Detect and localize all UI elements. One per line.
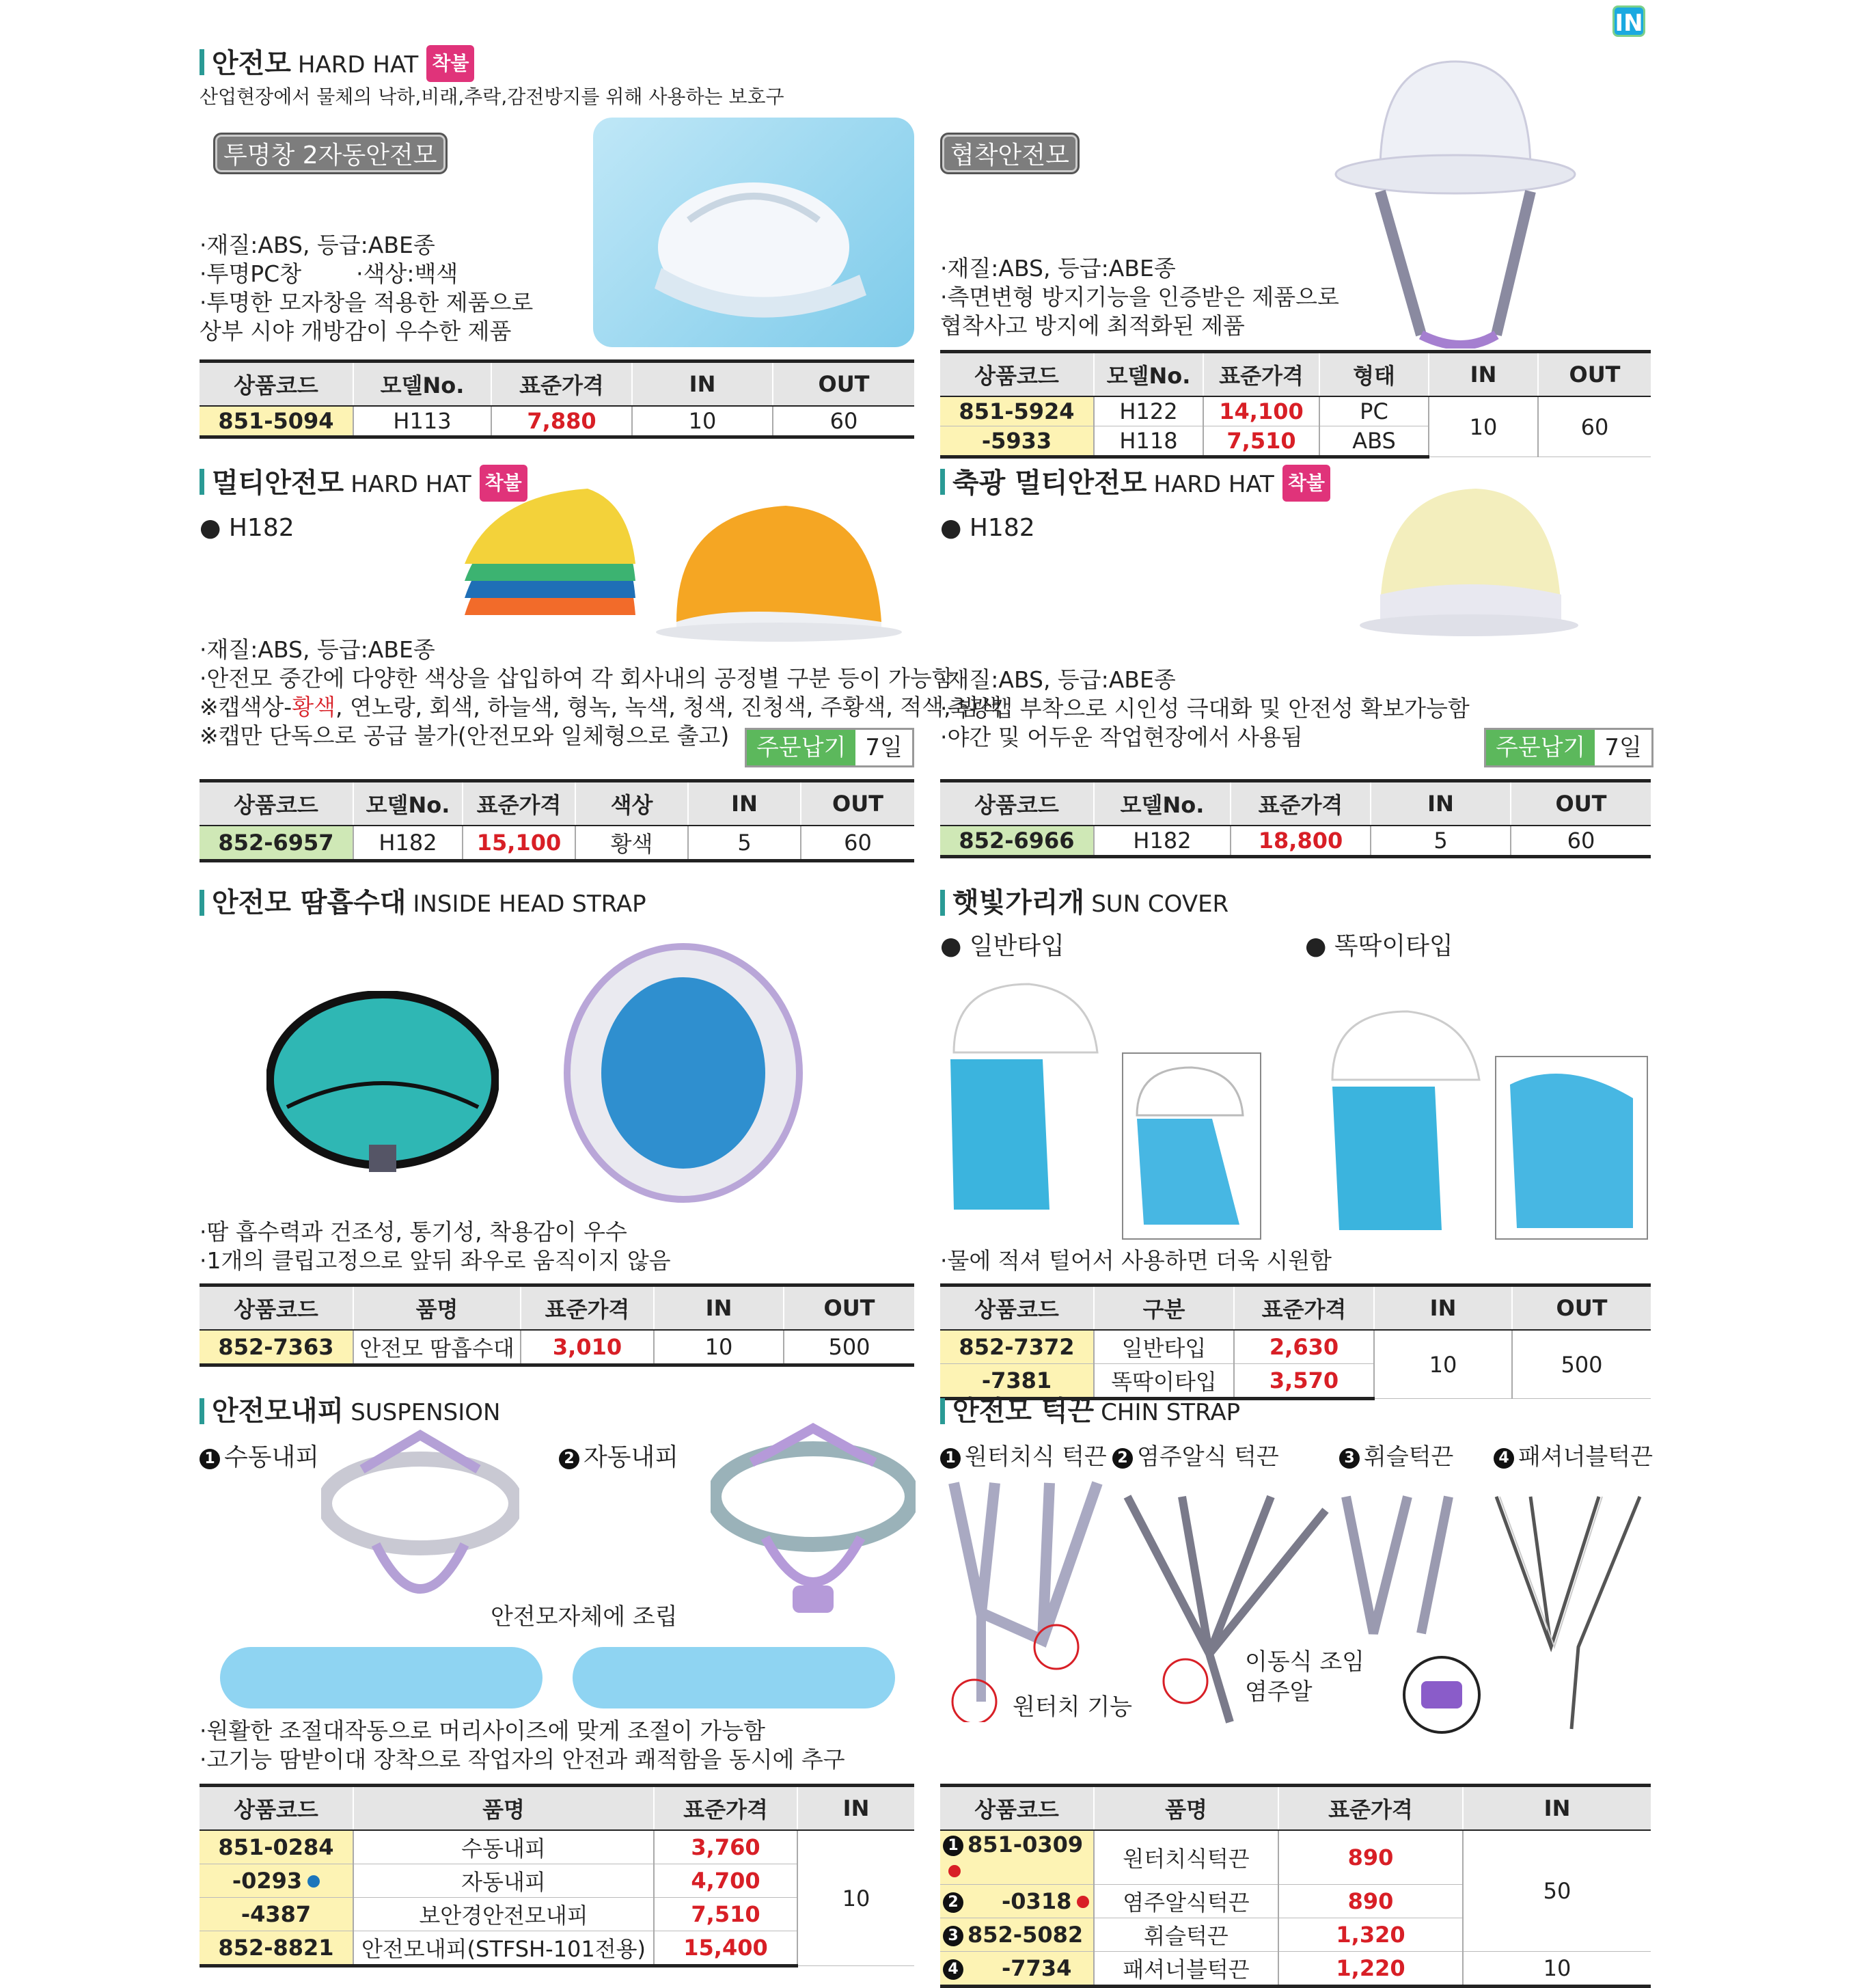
chin-strap-whistle-image bbox=[1339, 1483, 1490, 1736]
delivery-lead-time: 주문납기 7일 bbox=[1484, 728, 1653, 767]
new-item-dot-icon bbox=[948, 1865, 961, 1877]
section-title-head-strap: 안전모 땀흡수대 INSIDE HEAD STRAP bbox=[200, 886, 646, 921]
chin-strap-whistle-label: 3 휘슬턱끈 bbox=[1339, 1438, 1453, 1471]
onetouch-note: 원터치 기능 bbox=[1013, 1693, 1133, 1721]
crush-proof-hat-desc: ·재질:ABS, 등급:ABE종 ·측면변형 방지기능을 인증받은 제품으로 협착사고 방지에 최적화된 제품 bbox=[940, 255, 1339, 339]
sweatband-strip-image-1 bbox=[220, 1647, 543, 1708]
clear-visor-hat-desc: ·재질:ABS, 등급:ABE종 ·투명PC창 ·색상:백색 ·투명한 모자창을 적용한 제품으로 상부 시야 개방감이 우수한 제품 bbox=[200, 232, 534, 344]
type-label-snap: ● 똑딱이타입 bbox=[1305, 932, 1453, 960]
bead-note: 이동식 조임 염주알 bbox=[1245, 1648, 1365, 1706]
chin-strap-onetouch-image bbox=[940, 1476, 1104, 1722]
sweat-band-image bbox=[266, 991, 499, 1182]
model-label: ● H182 bbox=[200, 514, 294, 542]
section-title-hard-hat: 안전모 HARD HAT 착불 bbox=[200, 45, 474, 82]
helmet-inside-image bbox=[560, 929, 806, 1203]
in-badge: IN bbox=[1612, 5, 1645, 37]
clear-visor-helmet-image bbox=[593, 118, 914, 347]
section-title-sun-cover: 햇빛가리개 SUN COVER bbox=[940, 886, 1229, 921]
multi-hat-desc: ·재질:ABS, 등급:ABE종 ·안전모 중간에 다양한 색상을 삽입하여 각 회사내의 공정별 구분 등이 가능함 ※캡색상-황색, 연노랑, 회색, 하늘색, 형녹, 녹색, 청색, 진청색, 주황색, 적색, 밤색 ※캡만 단독으로 공급 불가(안전모와 일체형으로 출고) bbox=[200, 636, 1002, 749]
cod-badge: 착불 bbox=[426, 45, 474, 82]
section-title-multi-hard-hat: 멀티안전모 HARD HAT 착불 bbox=[200, 465, 527, 502]
suspension-desc: ·원활한 조절대작동으로 머리사이즈에 맞게 조절이 가능함 ·고기능 땀받이대 장착으로 작업자의 안전과 쾌적함을 동시에 추구 bbox=[200, 1717, 845, 1773]
crush-proof-helmet-image bbox=[1326, 34, 1578, 349]
chin-strap-fashion-label: 4 패셔너블턱끈 bbox=[1494, 1438, 1653, 1471]
spec-table-head-strap: 상품코드 품명 표준가격 IN OUT 852-7363 안전모 땀흡수대 3,010 10 500 bbox=[200, 1283, 914, 1367]
chin-strap-fashion-image bbox=[1490, 1483, 1667, 1736]
spec-table-suspension: 상품코드 품명 표준가격 IN 851-0284 수동내피 3,760 10 -0293 자동내피 4,700 -4387 보안경안전모내피 7,510 852-8821 안전모내피(STFSH-101전용) 15,400 bbox=[200, 1784, 914, 1967]
manual-suspension-image bbox=[321, 1428, 519, 1633]
sweatband-strip-image-2 bbox=[573, 1647, 895, 1708]
spec-table-multi-hat: 상품코드 모델No. 표준가격 색상 IN OUT 852-6957 H182 15,100 황색 5 60 bbox=[200, 779, 914, 862]
sun-cover-standard-image bbox=[940, 977, 1111, 1223]
luminous-hat-desc: ·재질:ABS, 등급:ABE종 ·축광캡 부착으로 시인성 극대화 및 안전성 확보가능함 ·야간 및 어두운 작업현장에서 사용됨 bbox=[940, 666, 1470, 750]
luminous-helmet-image bbox=[1353, 472, 1585, 656]
suspension-manual-label: 1 수동내피 bbox=[200, 1438, 319, 1473]
spec-table-sun-cover: 상품코드 구분 표준가격 IN OUT 852-7372 일반타입 2,630 10 500 -7381 똑딱이타입 3,570 bbox=[940, 1283, 1651, 1400]
sun-cover-snap-side-image bbox=[1495, 1056, 1648, 1240]
product-tag-crush-proof-hat: 협착안전모 bbox=[940, 133, 1080, 174]
sun-cover-standard-side-image bbox=[1122, 1052, 1261, 1240]
cod-badge: 착불 bbox=[480, 465, 527, 502]
delivery-lead-time: 주문납기 7일 bbox=[745, 728, 914, 767]
section-title-luminous-hard-hat: 축광 멀티안전모 HARD HAT 착불 bbox=[940, 465, 1330, 502]
head-strap-desc: ·땀 흡수력과 건조성, 통기성, 착용감이 우수 ·1개의 클립고정으로 앞뒤 좌우로 움직이지 않음 bbox=[200, 1218, 671, 1274]
sun-cover-desc: ·물에 적셔 털어서 사용하면 더욱 시원함 bbox=[940, 1247, 1332, 1274]
multi-helmet-image bbox=[451, 478, 916, 642]
product-tag-clear-visor-hat: 투명창 2자동안전모 bbox=[213, 133, 448, 174]
cod-badge: 착불 bbox=[1282, 465, 1330, 502]
assembly-note: 안전모자체에 조립 bbox=[491, 1603, 678, 1631]
new-item-dot-icon bbox=[1077, 1896, 1089, 1908]
section-subtitle: 산업현장에서 물체의 낙하,비래,추락,감전방지를 위해 사용하는 보호구 bbox=[200, 85, 784, 108]
new-item-dot-icon bbox=[307, 1875, 320, 1888]
type-label-standard: ● 일반타입 bbox=[940, 932, 1065, 960]
spec-table-clear-visor-hat: 상품코드 모델No. 표준가격 IN OUT 851-5094 H113 7,880 10 60 bbox=[200, 359, 914, 439]
spec-table-luminous-hat: 상품코드 모델No. 표준가격 IN OUT 852-6966 H182 18,800 5 60 bbox=[940, 779, 1651, 858]
spec-table-chin-strap: 상품코드 품명 표준가격 IN 1 851-0309 원터치식턱끈 890 50 2 -0318 염주알식턱끈 890 3 852-5082 휘슬턱끈 1,320 4 -7734 패셔너블턱끈 1,220 10 bbox=[940, 1784, 1651, 1988]
spec-table-crush-proof-hat: 상품코드 모델No. 표준가격 형태 IN OUT 851-5924 H122 14,100 PC 10 60 -5933 H118 7,510 ABS bbox=[940, 350, 1651, 459]
section-title-suspension: 안전모내피 SUSPENSION bbox=[200, 1394, 500, 1430]
sun-cover-snap-image bbox=[1319, 1005, 1496, 1251]
suspension-auto-label: 2 자동내피 bbox=[559, 1438, 678, 1473]
chin-strap-bead-label: 2 염주알식 턱끈 bbox=[1112, 1438, 1279, 1471]
section-title-chin-strap: 안전모 턱끈 CHIN STRAP bbox=[940, 1394, 1240, 1430]
chin-strap-onetouch-label: 1 원터치식 턱끈 bbox=[940, 1438, 1107, 1471]
model-label: ● H182 bbox=[940, 514, 1035, 542]
auto-suspension-image bbox=[711, 1421, 916, 1633]
